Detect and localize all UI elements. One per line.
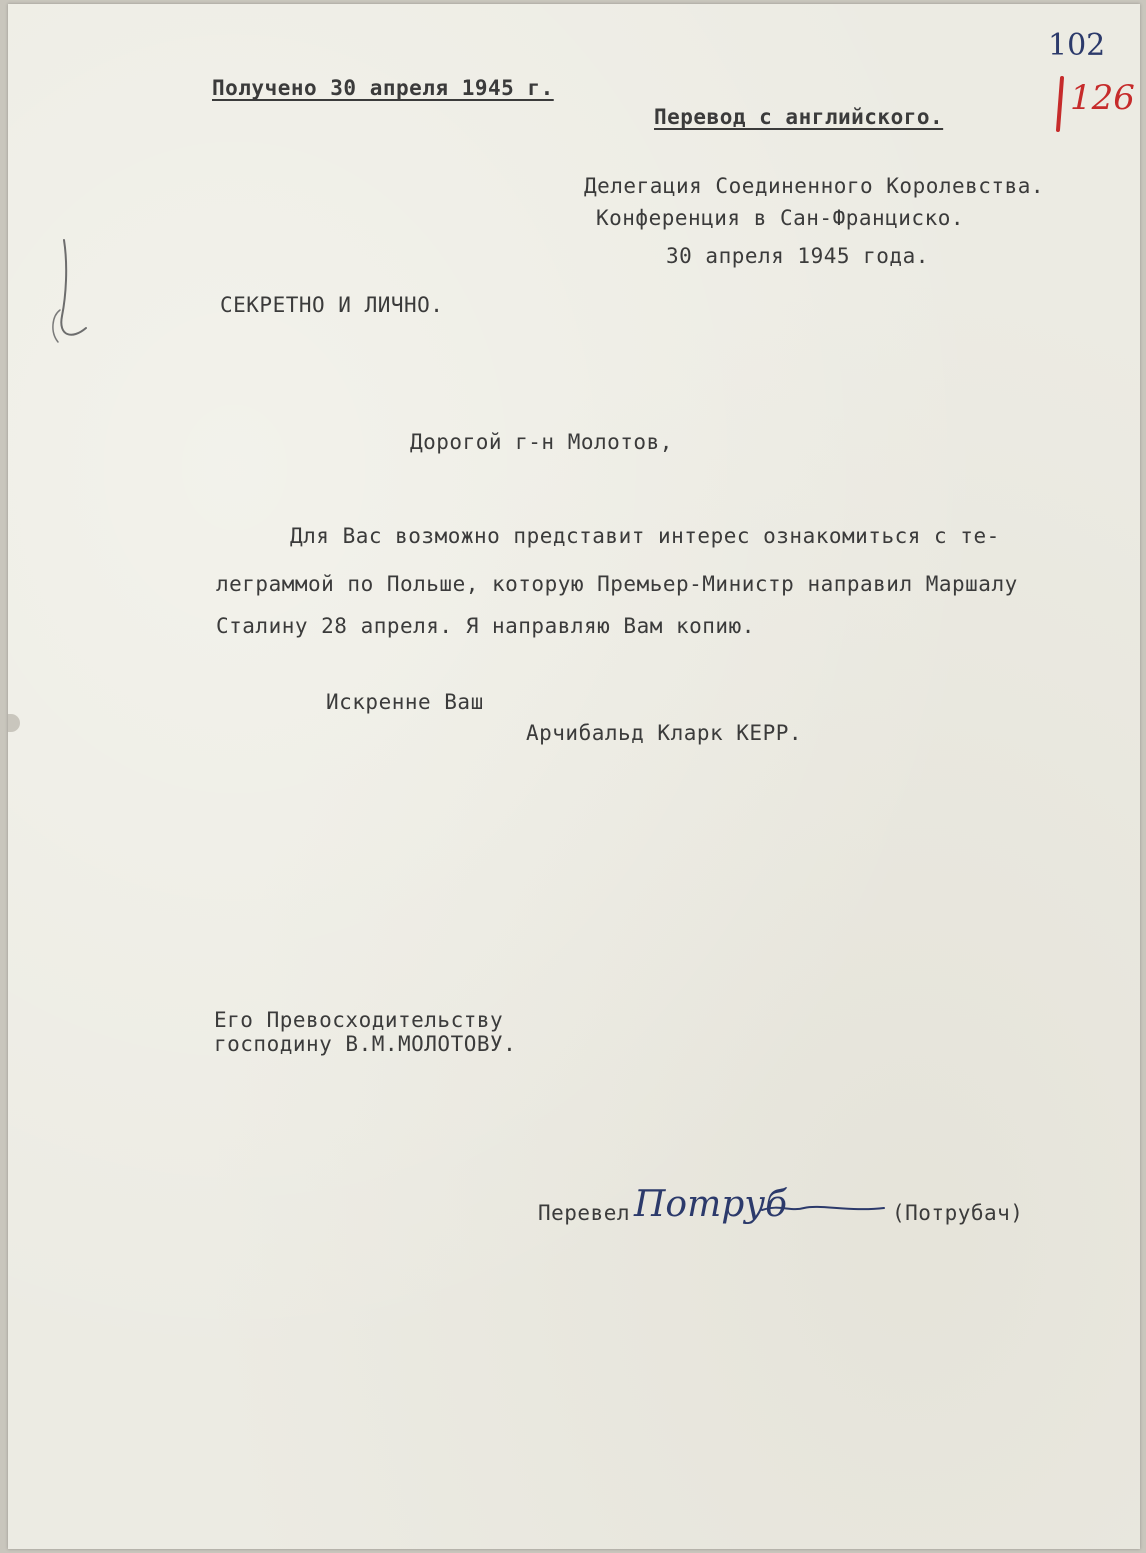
closing: Искренне Ваш <box>326 690 484 714</box>
body-line-3: Сталину 28 апреля. Я направляю Вам копию. <box>216 614 755 638</box>
punch-hole <box>8 714 20 732</box>
translation-note: Перевод с английского. <box>654 105 944 129</box>
sender-date: 30 апреля 1945 года. <box>666 244 929 268</box>
translator-label: Перевел <box>538 1201 631 1225</box>
translator-signature-stroke <box>760 1200 890 1220</box>
salutation: Дорогой г-н Молотов, <box>410 430 673 454</box>
translator-signature: Потруб <box>634 1184 788 1225</box>
addressee-line-1: Его Превосходительству <box>214 1008 504 1032</box>
addressee-line-2: господину В.М.МОЛОТОВУ. <box>214 1032 517 1056</box>
translator-name: (Потрубач) <box>892 1201 1024 1225</box>
archive-page-number: 102 <box>1048 28 1106 63</box>
classification: СЕКРЕТНО И ЛИЧНО. <box>220 293 444 317</box>
body-line-1: Для Вас возможно представит интерес ознакомиться с те- <box>290 524 1000 548</box>
sender-line-2: Конференция в Сан-Франциско. <box>596 206 965 230</box>
received-date: Получено 30 апреля 1945 г. <box>212 76 554 100</box>
archive-red-number: 126 <box>1070 78 1135 118</box>
body-line-2: леграммой по Польше, которую Премьер-Министр направил Маршалу <box>216 572 1018 596</box>
document-page <box>8 4 1140 1549</box>
signature-typed: Арчибальд Кларк КЕРР. <box>526 721 803 745</box>
margin-pencil-mark <box>42 236 102 356</box>
sender-line-1: Делегация Соединенного Королевства. <box>584 174 1045 198</box>
